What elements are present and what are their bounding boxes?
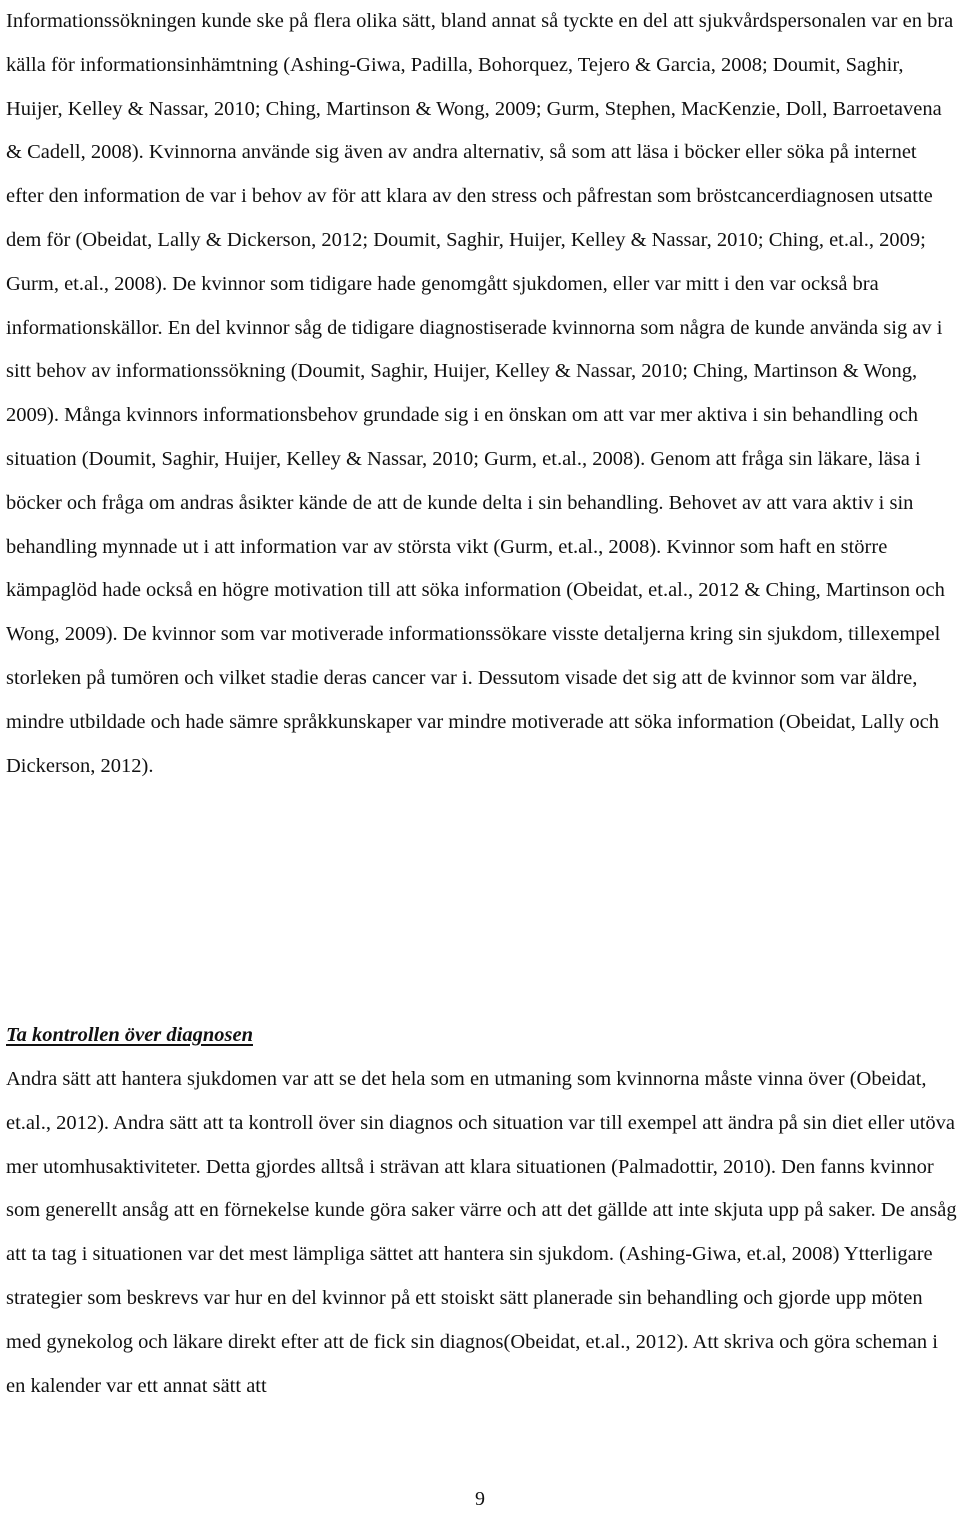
body-paragraph-information-seeking: Informationssökningen kunde ske på flera olika sätt, bland annat så tyckte en del att sjukvårdspersonalen var en bra källa för informationsinhämtning (Ashing-Giwa, Padilla, Bohorquez, Tejero & Garcia, 2008; Doumit, Saghir, Huijer, Kelley & Nassar, 2010; Ching, Martinson & Wong, 2009; Gurm, Stephen, MacKenzie, Doll, Barroetavena & Cadell, 2008). Kvinnorna använde sig även av andra alternativ, så som att läsa i böcker eller söka på internet efter den information de var i behov av för att klara av den stress och påfrestan som bröstcancerdiagnosen utsatte dem för (Obeidat, Lally & Dickerson, 2012; Doumit, Saghir, Huijer, Kelley & Nassar, 2010; Ching, et.al., 2009; Gurm, et.al., 2008). De kvinnor som tidigare hade genomgått sjukdomen, eller var mitt i den var också bra informationskällor. En del kvinnor såg de tidigare diagnostiserade kvinnorna som några de kunde använda sig av i sitt behov av informationssökning (Doumit, Saghir, Huijer, Kelley & Nassar, 2010; Ching, Martinson & Wong, 2009). Många kvinnors informationsbehov grundade sig i en önskan om att var mer aktiva i sin behandling och situation (Doumit, Saghir, Huijer, Kelley & Nassar, 2010; Gurm, et.al., 2008). Genom att fråga sin läkare, läsa i böcker och fråga om andras åsikter kände de att de kunde delta i sin behandling. Behovet av att vara aktiv i sin behandling mynnade ut i att information var av största vikt (Gurm, et.al., 2008). Kvinnor som haft en större kämpaglöd hade också en högre motivation till att söka information (Obeidat, et.al., 2012 & Ching, Martinson och Wong, 2009). De kvinnor som var motiverade informationssökare visste detaljerna kring sin sjukdom, tillexempel storleken på tumören och vilket stadie deras cancer var i. Dessutom visade det sig att de kvinnor som var äldre, mindre utbildade och hade sämre språkkunskaper var mindre motiverade att söka information (Obeidat, Lally och Dickerson, 2012).	[6, 10, 954, 777]
page-number: 9	[475, 1488, 485, 1510]
body-paragraph-taking-control: Andra sätt att hantera sjukdomen var att se det hela som en utmaning som kvinnorna måste vinna över (Obeidat, et.al., 2012). Andra sätt att ta kontroll över sin diagnos och situation var till exempel att ändra på sin diet eller utöva mer utomhusaktiviteter. Detta gjordes alltså i strävan att klara situationen (Palmadottir, 2010). Den fanns kvinnor som generellt ansåg att en förnekelse kunde göra saker värre och att det gällde att inte skjuta upp på saker. De ansåg att ta tag i situationen var det mest lämpliga sättet att hantera sin sjukdom. (Ashing-Giwa, et.al, 2008) Ytterligare strategier som beskrevs var hur en del kvinnor på ett stoiskt sätt planerade sin behandling och gjorde upp möten med gynekolog och läkare direkt efter att de fick sin diagnos(Obeidat, et.al., 2012). Att skriva och göra scheman i en kalender var ett annat sätt att	[6, 1068, 957, 1397]
section-heading: Ta kontrollen över diagnosen	[6, 1024, 253, 1046]
